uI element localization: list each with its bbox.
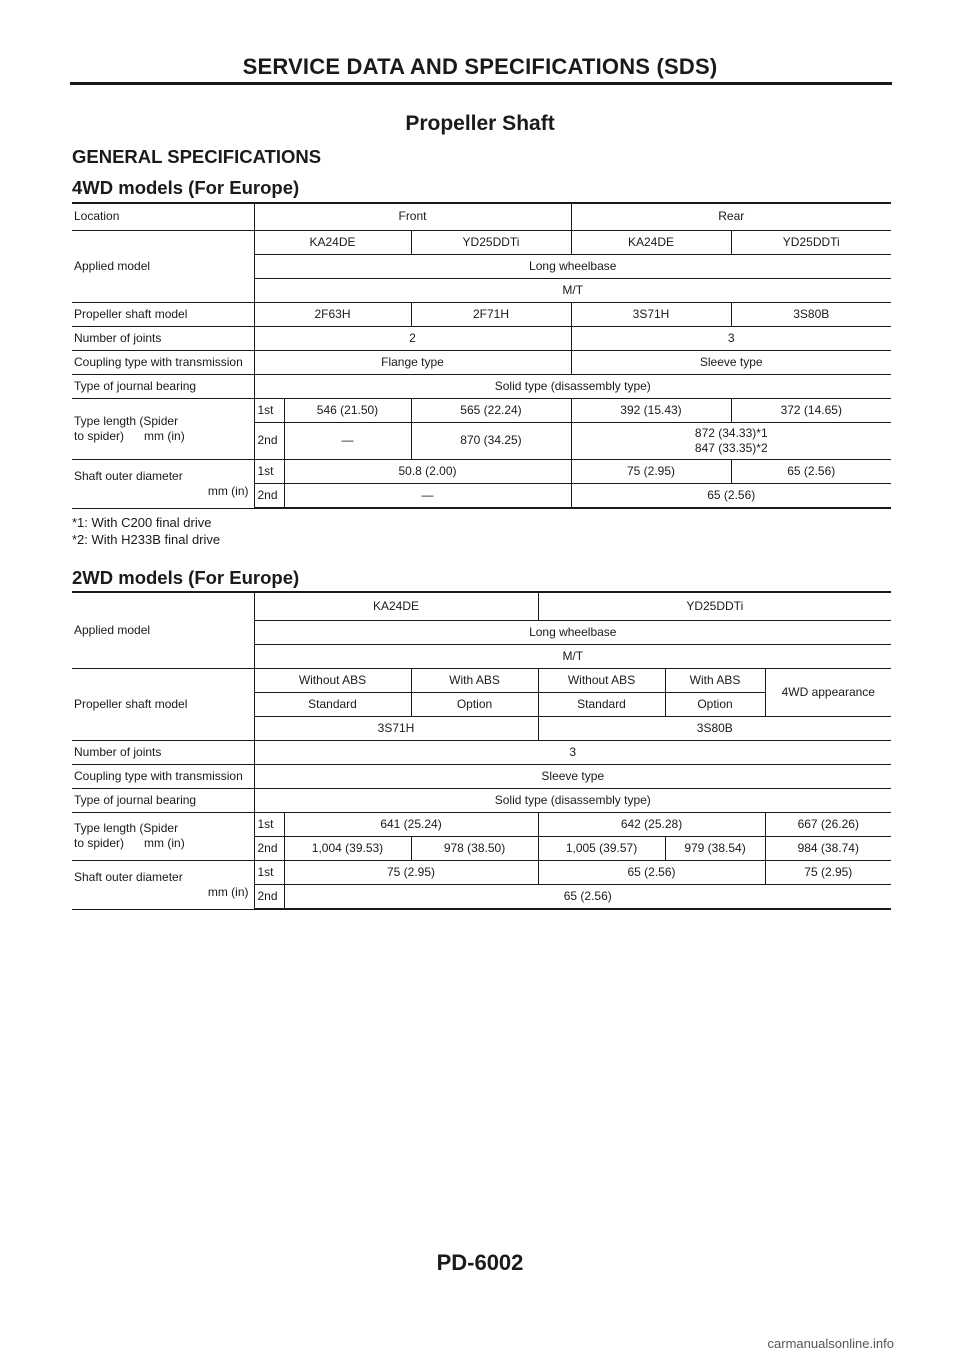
header-rule	[70, 82, 892, 85]
table-row	[72, 860, 891, 884]
table-cell: 978 (38.50)	[411, 836, 538, 860]
table-cell: 392 (15.43)	[571, 398, 731, 422]
coupling-label: Coupling type with transmission	[72, 350, 254, 374]
joints-label: Number of joints	[72, 740, 254, 764]
table-cell: 50.8 (2.00)	[284, 459, 571, 483]
table-cell: 2nd	[254, 422, 284, 459]
table-cell: 3S71H	[571, 302, 731, 326]
table-cell: Long wheelbase	[254, 254, 891, 278]
table-cell: 642 (25.28)	[538, 812, 765, 836]
table-cell: Standard	[538, 692, 665, 716]
table-4wd-title: 4WD models (For Europe)	[72, 177, 300, 198]
diameter-label-line-1: Shaft outer diameter	[74, 869, 183, 884]
table-row	[72, 788, 891, 812]
table-4wd-notes	[72, 514, 220, 548]
page-title: Propeller Shaft	[405, 112, 555, 135]
table-row	[72, 592, 891, 620]
table-cell: Solid type (disassembly type)	[254, 788, 891, 812]
table-cell: 3S80B	[538, 716, 891, 740]
length-label	[72, 812, 254, 860]
table-cell: 2F71H	[411, 302, 571, 326]
length-label-line-2: to spider) mm (in)	[74, 428, 185, 443]
length-label-line-1: Type length (Spider	[74, 413, 179, 428]
table-cell: Sleeve type	[254, 764, 891, 788]
table-cell: Standard	[254, 692, 411, 716]
table-cell: 65 (2.56)	[571, 483, 891, 508]
table-cell: Flange type	[254, 350, 571, 374]
table-cell: 979 (38.54)	[665, 836, 765, 860]
table-cell: 2nd	[254, 483, 284, 508]
table-cell: 3S71H	[254, 716, 538, 740]
location-label: Location	[72, 203, 254, 230]
table-cell: 546 (21.50)	[284, 398, 411, 422]
table-cell: 1st	[254, 812, 284, 836]
table-row	[72, 740, 891, 764]
table-cell: 565 (22.24)	[411, 398, 571, 422]
footnote-2: *2: With H233B final drive	[72, 532, 221, 547]
table-cell-line: 847 (33.35)*2	[694, 440, 768, 455]
table-cell: KA24DE	[254, 230, 411, 254]
table-2wd-title: 2WD models (For Europe)	[72, 567, 300, 588]
table-cell: 641 (25.24)	[284, 812, 538, 836]
table-cell: 2nd	[254, 836, 284, 860]
table-cell: KA24DE	[571, 230, 731, 254]
table-cell: With ABS	[411, 668, 538, 692]
table-cell: Solid type (disassembly type)	[254, 374, 891, 398]
table-cell: —	[284, 483, 571, 508]
table-cell: 4WD appearance	[765, 668, 891, 716]
diameter-label-line-1: Shaft outer diameter	[74, 468, 183, 483]
table-cell	[571, 422, 891, 459]
shaft-model-label: Propeller shaft model	[72, 302, 254, 326]
table-row	[72, 459, 891, 483]
table-cell: YD25DDTi	[411, 230, 571, 254]
table-row	[72, 764, 891, 788]
length-label-line-1: Type length (Spider	[74, 821, 179, 835]
table-row	[72, 203, 891, 230]
table-cell: 870 (34.25)	[411, 422, 571, 459]
table-row	[72, 302, 891, 326]
table-cell: 1,005 (39.57)	[538, 836, 665, 860]
table-cell: 75 (2.95)	[765, 860, 891, 884]
table-row	[72, 668, 891, 692]
table-cell: 1,004 (39.53)	[284, 836, 411, 860]
table-row	[72, 398, 891, 422]
table-cell: —	[284, 422, 411, 459]
table-cell: 75 (2.95)	[284, 860, 538, 884]
table-cell: 1st	[254, 459, 284, 483]
page-code: PD-6002	[436, 1250, 524, 1275]
table-cell: M/T	[254, 644, 891, 668]
table-row	[72, 326, 891, 350]
table-4wd	[72, 202, 891, 509]
table-cell: 984 (38.74)	[765, 836, 891, 860]
table-row	[72, 812, 891, 836]
table-cell: 3	[254, 740, 891, 764]
coupling-label: Coupling type with transmission	[72, 764, 254, 788]
table-cell: 65 (2.56)	[538, 860, 765, 884]
table-cell: 65 (2.56)	[731, 459, 891, 483]
table-cell: 372 (14.65)	[731, 398, 891, 422]
table-2wd	[72, 591, 891, 910]
diameter-label	[72, 459, 254, 508]
watermark: carmanualsonline.info	[767, 1336, 894, 1351]
footnote-1: *1: With C200 final drive	[72, 515, 212, 530]
table-row	[72, 230, 891, 254]
table-cell: Option	[411, 692, 538, 716]
table-cell: 667 (26.26)	[765, 812, 891, 836]
table-cell: YD25DDTi	[538, 592, 891, 620]
joints-label: Number of joints	[72, 326, 254, 350]
table-cell: 65 (2.56)	[284, 884, 891, 909]
table-cell: Sleeve type	[571, 350, 891, 374]
table-cell: Long wheelbase	[254, 620, 891, 644]
table-cell: YD25DDTi	[731, 230, 891, 254]
location-rear: Rear	[571, 203, 891, 230]
section-title: GENERAL SPECIFICATIONS	[72, 146, 322, 167]
location-front: Front	[254, 203, 571, 230]
table-row	[72, 374, 891, 398]
table-cell: 3	[571, 326, 891, 350]
table-cell: KA24DE	[254, 592, 538, 620]
table-cell: Option	[665, 692, 765, 716]
table-cell: 3S80B	[731, 302, 891, 326]
table-cell: 1st	[254, 860, 284, 884]
table-cell: With ABS	[665, 668, 765, 692]
length-label	[72, 398, 254, 459]
table-cell: 75 (2.95)	[571, 459, 731, 483]
table-row	[72, 350, 891, 374]
table-cell: 1st	[254, 398, 284, 422]
applied-model-label: Applied model	[72, 230, 254, 302]
header-title: SERVICE DATA AND SPECIFICATIONS (SDS)	[242, 54, 718, 79]
table-cell: Without ABS	[254, 668, 411, 692]
length-label-line-2: to spider) mm (in)	[74, 836, 185, 850]
diameter-label-line-2: mm (in)	[207, 884, 249, 899]
table-cell: 2	[254, 326, 571, 350]
shaft-model-label: Propeller shaft model	[72, 668, 254, 740]
applied-model-label: Applied model	[72, 592, 254, 668]
table-cell-line: 872 (34.33)*1	[694, 425, 768, 440]
table-cell: M/T	[254, 278, 891, 302]
diameter-label	[72, 860, 254, 909]
bearing-label: Type of journal bearing	[72, 788, 254, 812]
table-cell: 2nd	[254, 884, 284, 909]
bearing-label: Type of journal bearing	[72, 374, 254, 398]
diameter-label-line-2: mm (in)	[207, 483, 249, 498]
table-cell: Without ABS	[538, 668, 665, 692]
table-cell: 2F63H	[254, 302, 411, 326]
